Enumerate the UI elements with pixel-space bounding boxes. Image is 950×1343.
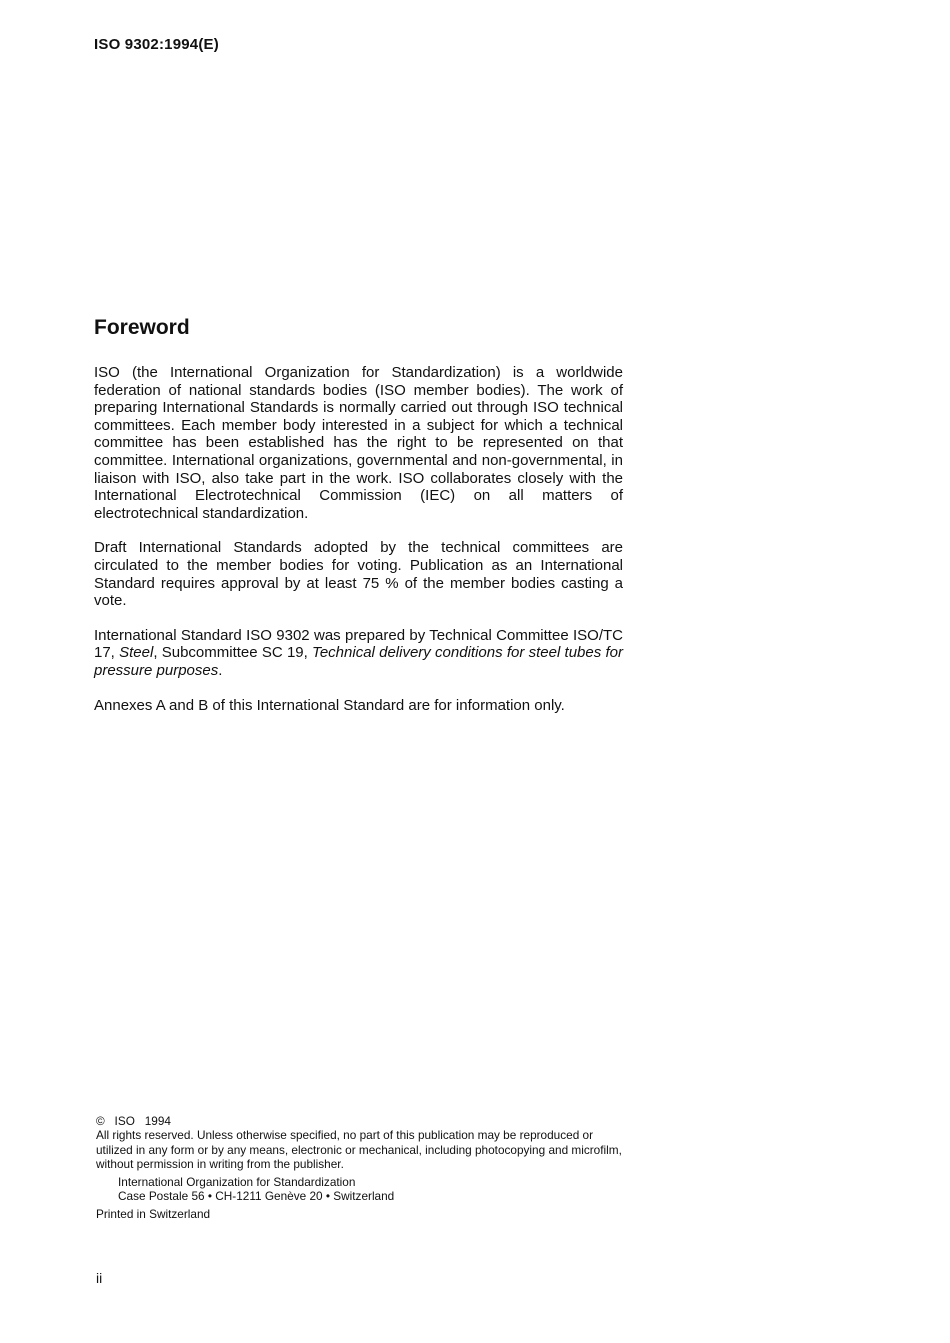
copyright-owner: ISO <box>114 1114 135 1128</box>
foreword-paragraph-3 <box>94 627 623 680</box>
publisher-address: Case Postale 56 • CH-1211 Genève 20 • Switzerland <box>118 1189 395 1204</box>
document-id-header: ISO 9302:1994(E) <box>94 36 219 53</box>
publisher-address-block <box>118 1175 628 1204</box>
publisher-org: International Organization for Standardization <box>118 1174 356 1189</box>
copyright-year: 1994 <box>144 1114 171 1128</box>
foreword-paragraph-2: Draft International Standards adopted by the technical committees are circulated to the member bodies for voting. Publication as an International Standard requires approval by at least 75 % of the member bodies casting a vote. <box>94 539 623 610</box>
foreword-title: Foreword <box>94 316 190 339</box>
copyright-block <box>96 1114 628 1222</box>
p3-text-2: , Subcommittee SC 19, <box>153 644 313 662</box>
foreword-body <box>94 364 623 731</box>
page-number: ii <box>96 1270 103 1286</box>
foreword-paragraph-4: Annexes A and B of this International Standard are for information only. <box>94 696 565 714</box>
p3-text-1: International Standard ISO 9302 was prepared by Technical Committee ISO/TC 17, <box>94 626 623 662</box>
copyright-rights: All rights reserved. Unless otherwise specified, no part of this publication may be reproduced or utilized in any form or by any means, electronic or mechanical, including photocopying and microfilm, without permission in writing from the publisher. <box>96 1128 622 1172</box>
copyright-symbol: © <box>96 1114 105 1128</box>
printed-in: Printed in Switzerland <box>96 1207 211 1222</box>
p3-text-3: . <box>218 661 223 679</box>
foreword-paragraph-1: ISO (the International Organization for Standardization) is a worldwide federation of national standards bodies (ISO member bodies). The work of preparing International Standards is normally carried out through ISO technical committees. Each member body interested in a subject for which a technical committee has been established has the right to be represented on that committee. International organizations, governmental and non-governmental, in liaison with ISO, also take part in the work. ISO collaborates closely with the International Electrotechnical Commission (IEC) on all matters of electrotechnical standardization. <box>94 364 623 522</box>
p3-italic-steel: Steel <box>119 644 154 662</box>
copyright-line <box>96 1114 628 1128</box>
p3-italic-subcommittee-title: Technical delivery conditions for steel tubes for pressure purposes <box>94 644 623 679</box>
